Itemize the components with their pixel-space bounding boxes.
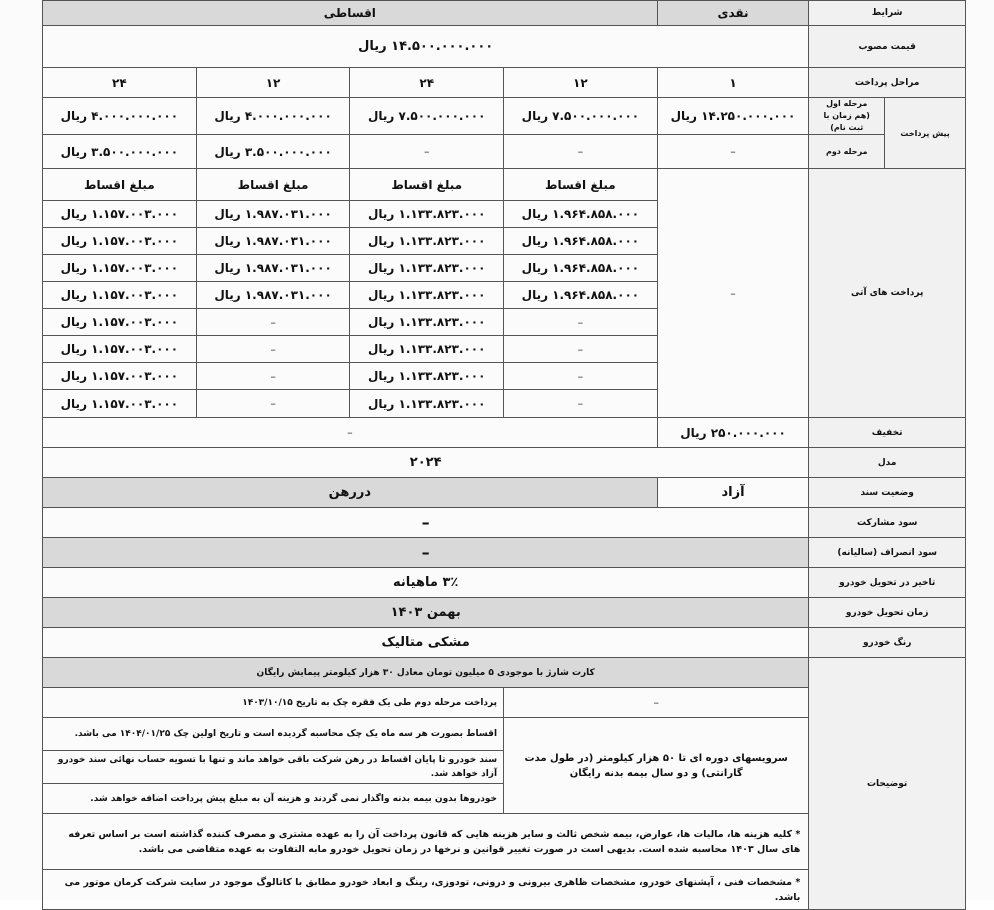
price-table (42, 0, 966, 910)
installment-24b: ۱.۱۵۷.۰۰۳.۰۰۰ ریال (43, 228, 197, 255)
row-stage2 (43, 135, 966, 169)
row-model (43, 448, 966, 478)
stage2-12a: – (504, 135, 658, 169)
installment-header-12b: مبلغ اقساط (196, 169, 350, 201)
row-delivery-delay (43, 568, 966, 598)
cancellation-profit-value: – (43, 538, 809, 568)
label-stage2: مرحله دوم (809, 135, 885, 169)
installment-12b: ۱.۹۸۷.۰۳۱.۰۰۰ ریال (196, 228, 350, 255)
row-discount (43, 418, 966, 448)
label-model: مدل (809, 448, 966, 478)
installment-24b: ۱.۱۵۷.۰۰۳.۰۰۰ ریال (43, 282, 197, 309)
discount-cash: ۲۵۰.۰۰۰.۰۰۰ ریال (657, 418, 809, 448)
installment-24b: ۱.۱۵۷.۰۰۳.۰۰۰ ریال (43, 336, 197, 363)
label-delivery-time: زمان تحویل خودرو (809, 598, 966, 628)
installment-12a: – (504, 390, 658, 418)
row-participation-profit (43, 508, 966, 538)
delivery-delay-value: ۳٪ ماهیانه (43, 568, 809, 598)
installment-24a: ۱.۱۳۳.۸۲۳.۰۰۰ ریال (350, 255, 504, 282)
discount-installment: – (43, 418, 658, 448)
row-cancellation-profit (43, 538, 966, 568)
label-car-color: رنگ خودرو (809, 628, 966, 658)
stage1-12a: ۷.۵۰۰.۰۰۰.۰۰۰ ریال (504, 98, 658, 135)
row-approved-price (43, 26, 966, 68)
installment-12b: ۱.۹۸۷.۰۳۱.۰۰۰ ریال (196, 255, 350, 282)
car-color-value: مشکی متالیک (43, 628, 809, 658)
installment-12b: – (196, 336, 350, 363)
installment-24a: ۱.۱۳۳.۸۲۳.۰۰۰ ریال (350, 309, 504, 336)
header-cash: نقدی (657, 1, 809, 26)
installment-12a: – (504, 336, 658, 363)
installment-12a: ۱.۹۶۴.۸۵۸.۰۰۰ ریال (504, 201, 658, 228)
installment-24b: ۱.۱۵۷.۰۰۳.۰۰۰ ریال (43, 309, 197, 336)
installment-header-12a: مبلغ اقساط (504, 169, 658, 201)
row-payment-stages (43, 68, 966, 98)
installment-12b: – (196, 390, 350, 418)
label-payment-stages: مراحل پرداخت (809, 68, 966, 98)
installment-12a: – (504, 309, 658, 336)
doc-status-installment: دررهن (43, 478, 658, 508)
stage1-cash: ۱۴.۲۵۰.۰۰۰.۰۰۰ ریال (657, 98, 809, 135)
label-explanations: توضیحات (809, 658, 966, 910)
participation-profit-value: – (43, 508, 809, 538)
note-installment-1: اقساط بصورت هر سه ماه یک چک محاسبه گردیده است و تاریخ اولین چک ۱۴۰۴/۰۱/۲۵ می باشد. (43, 718, 504, 751)
installment-24a: ۱.۱۳۳.۸۲۳.۰۰۰ ریال (350, 201, 504, 228)
installment-24a: ۱.۱۳۳.۸۲۳.۰۰۰ ریال (350, 282, 504, 309)
installment-12a: – (504, 363, 658, 390)
installment-24a: ۱.۱۳۳.۸۲۳.۰۰۰ ریال (350, 390, 504, 418)
installment-12a: ۱.۹۶۴.۸۵۸.۰۰۰ ریال (504, 282, 658, 309)
label-prepayment: پیش پرداخت (885, 98, 966, 169)
row-car-color (43, 628, 966, 658)
row-notes-charge (43, 658, 966, 688)
model-value: ۲۰۲۴ (43, 448, 809, 478)
installment-12b: – (196, 309, 350, 336)
approved-price-value: ۱۴.۵۰۰.۰۰۰.۰۰۰ ریال (43, 26, 809, 68)
label-stage1-text: مرحله اول (826, 99, 868, 108)
installment-header-24a: مبلغ اقساط (350, 169, 504, 201)
installment-12b: – (196, 363, 350, 390)
row-installment-header (43, 169, 966, 201)
label-cancellation-profit: سود انصراف (سالیانه) (809, 538, 966, 568)
installment-24a: ۱.۱۳۳.۸۲۳.۰۰۰ ریال (350, 336, 504, 363)
stage2-24b: ۳.۵۰۰.۰۰۰.۰۰۰ ریال (43, 135, 197, 169)
note-general-2: * مشخصات فنی ، آپشنهای خودرو، مشخصات ظاهری بیرونی و درونی، تودوزی، رینگ و ابعاد خودرو مطابق با کاتالوگ موجود در سایت شرکت کرمان موتور می باشد. (43, 870, 809, 910)
note-charge-card: کارت شارژ با موجودی ۵ میلیون تومان معادل ۳۰ هزار کیلومتر پیمایش رایگان (43, 658, 809, 688)
label-future-payments: پرداخت های آتی (809, 169, 966, 418)
stage2-12b: ۳.۵۰۰.۰۰۰.۰۰۰ ریال (196, 135, 350, 169)
installment-24b: ۱.۱۵۷.۰۰۳.۰۰۰ ریال (43, 390, 197, 418)
installment-24b: ۱.۱۵۷.۰۰۳.۰۰۰ ریال (43, 363, 197, 390)
installment-12b: ۱.۹۸۷.۰۳۱.۰۰۰ ریال (196, 201, 350, 228)
note-stage2-payment: پرداخت مرحله دوم طی یک فقره چک به تاریخ ۱۴۰۳/۱۰/۱۵ (43, 688, 504, 718)
stage-count-24a: ۲۴ (350, 68, 504, 98)
label-approved-price: قیمت مصوب (809, 26, 966, 68)
stage-count-12a: ۱۲ (504, 68, 658, 98)
installment-24b: ۱.۱۵۷.۰۰۳.۰۰۰ ریال (43, 255, 197, 282)
label-conditions: شرایط (809, 1, 966, 26)
note-service: سرویسهای دوره ای تا ۵۰ هزار کیلومتر (در طول مدت گارانتی) و دو سال بیمه بدنه رایگان (504, 718, 809, 814)
stage1-24b: ۴.۰۰۰.۰۰۰.۰۰۰ ریال (43, 98, 197, 135)
row-conditions (43, 1, 966, 26)
stage2-cash: – (657, 135, 809, 169)
doc-status-cash: آزاد (657, 478, 809, 508)
installment-24a: ۱.۱۳۳.۸۲۳.۰۰۰ ریال (350, 363, 504, 390)
header-installment: اقساطی (43, 1, 658, 26)
stage-count-cash: ۱ (657, 68, 809, 98)
stage2-24a: – (350, 135, 504, 169)
installment-24b: ۱.۱۵۷.۰۰۳.۰۰۰ ریال (43, 201, 197, 228)
installment-12a: ۱.۹۶۴.۸۵۸.۰۰۰ ریال (504, 228, 658, 255)
stage1-24a: ۷.۵۰۰.۰۰۰.۰۰۰ ریال (350, 98, 504, 135)
label-document-status: وضعیت سند (809, 478, 966, 508)
stage-count-12b: ۱۲ (196, 68, 350, 98)
row-document-status (43, 478, 966, 508)
note-general-1: * کلیه هزینه ها، مالیات ها، عوارض، بیمه شخص ثالث و سایر هزینه هایی که قانون پرداخت آن را به عهده مشتری و مصرف کننده گذاشته است بر اساس تعرفه های سال ۱۴۰۳ محاسبه شده است. بدیهی است در صورت تغییر قوانین و نرخها در زمان تحویل خودرو مابه التفاوت به عهده متقاضی می باشد. (43, 814, 809, 870)
installment-24a: ۱.۱۳۳.۸۲۳.۰۰۰ ریال (350, 228, 504, 255)
row-delivery-time (43, 598, 966, 628)
note-row2-cash: – (504, 688, 809, 718)
delivery-time-value: بهمن ۱۴۰۳ (43, 598, 809, 628)
label-delivery-delay: تاخیر در تحویل خودرو (809, 568, 966, 598)
note-installment-3: خودروها بدون بیمه بدنه واگذار نمی گردند و هزینه آن به مبلغ پیش پرداخت اضافه خواهد شد. (43, 784, 504, 814)
future-cash: – (657, 169, 809, 418)
row-stage1 (43, 98, 966, 135)
label-stage1 (809, 98, 885, 135)
installment-header-24b: مبلغ اقساط (43, 169, 197, 201)
note-installment-2: سند خودرو تا پایان اقساط در رهن شرکت باقی خواهد ماند و تنها با تسویه حساب نهائی سند خودرو آزاد خواهد شد. (43, 751, 504, 784)
label-stage1-note: (هم زمان با ثبت نام) (823, 111, 870, 132)
installment-12b: ۱.۹۸۷.۰۳۱.۰۰۰ ریال (196, 282, 350, 309)
stage1-12b: ۴.۰۰۰.۰۰۰.۰۰۰ ریال (196, 98, 350, 135)
installment-12a: ۱.۹۶۴.۸۵۸.۰۰۰ ریال (504, 255, 658, 282)
label-participation-profit: سود مشارکت (809, 508, 966, 538)
label-discount: تخفیف (809, 418, 966, 448)
stage-count-24b: ۲۴ (43, 68, 197, 98)
